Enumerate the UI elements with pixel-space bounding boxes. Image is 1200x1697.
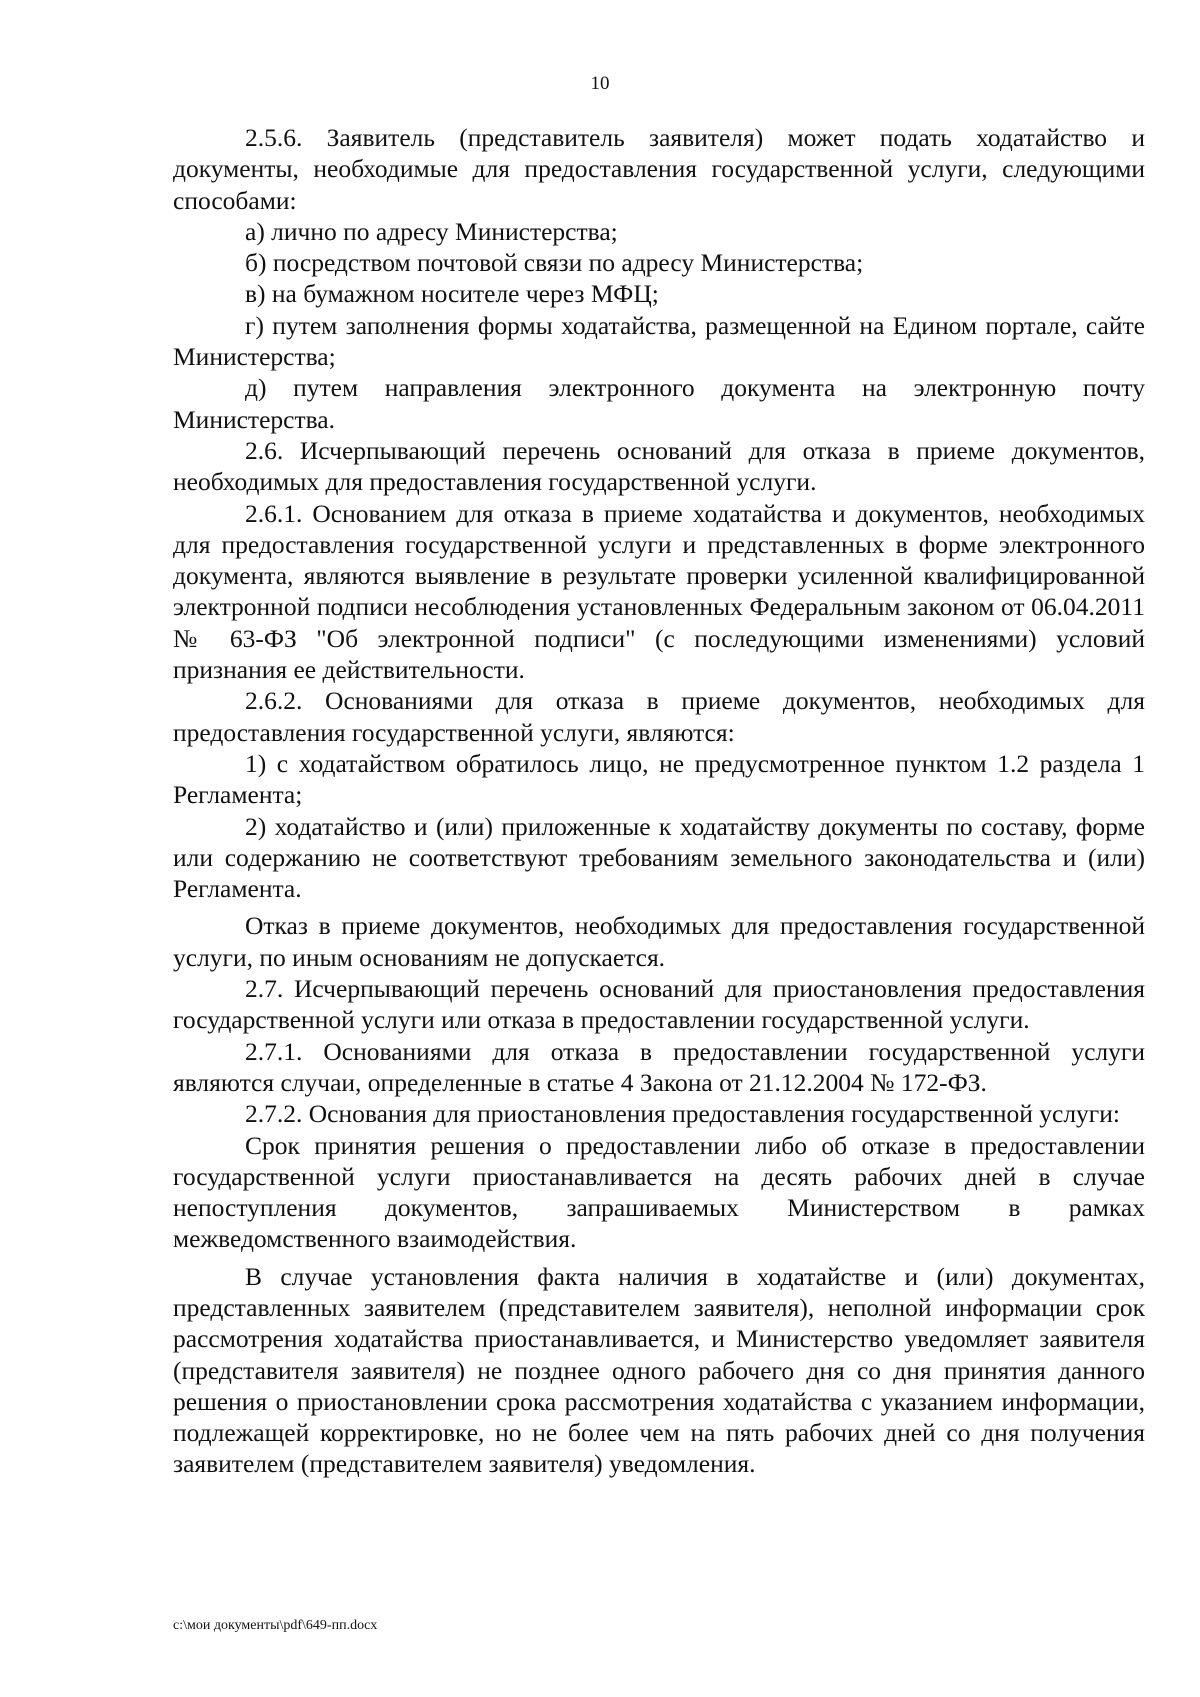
paragraph-2-7-2: 2.7.2. Основания для приостановления предоставления государственной услуги:	[245, 1099, 1120, 1129]
paragraph-2-6-1: 2.6.1. Основанием для отказа в приеме ходатайства и документов, необходимых для предоставления государственной услуги и представленных в форме электронного документа, являются выявление в результате проверки усиленной квалифицированной электронной подписи несоблюдения установленных Федеральным законом от 06.04.2011 № 63-ФЗ "Об электронной подписи" (с последующими изменениями) условий признания ее действительности.	[173, 498, 1145, 685]
list-item-g: г) путем заполнения формы ходатайства, размещенной на Едином портале, сайте Министерства;	[173, 310, 1145, 372]
paragraph-2-7: 2.7. Исчерпывающий перечень оснований для приостановления предоставления государственной услуги или отказа в предоставлении государственной услуги.	[173, 974, 1145, 1035]
footer-file-path: c:\мои документы\pdf\649-пп.docx	[173, 1618, 378, 1633]
list-item-a: а) лично по адресу Министерства;	[245, 216, 618, 246]
list-item-b: б) посредством почтовой связи по адресу Министерства;	[245, 248, 864, 278]
list-item-v: в) на бумажном носителе через МФЦ;	[245, 279, 659, 309]
list-item-d: д) путем направления электронного документа на электронную почту Министерства.	[173, 373, 1145, 434]
paragraph-2-7-1: 2.7.1. Основаниями для отказа в предоставлении государственной услуги являются случаи, определенные в статье 4 Закона от 21.12.2004 № 172-ФЗ.	[173, 1036, 1145, 1097]
paragraph-refusal-note: Отказ в приеме документов, необходимых для предоставления государственной услуги, по иным основаниям не допускается.	[173, 911, 1145, 972]
paragraph-2-6-2: 2.6.2. Основаниями для отказа в приеме документов, необходимых для предоставления государственной услуги, являются:	[173, 686, 1145, 747]
paragraph-incomplete-info: В случае установления факта наличия в ходатайстве и (или) документах, представленных заявителем (представителем заявителя), неполной информации срок рассмотрения ходатайства приостанавливается, и Министерство уведомляет заявителя (представителя заявителя) не позднее одного рабочего дня со дня принятия данного решения о приостановлении срока рассмотрения ходатайства с указанием информации, подлежащей корректировке, но не более чем на пять рабочих дней со дня получения заявителем (представителем заявителя) уведомления.	[173, 1261, 1145, 1479]
document-body	[173, 122, 1145, 1480]
list-item-2: 2) ходатайство и (или) приложенные к ходатайству документы по составу, форме или содержанию не соответствуют требованиям земельного законодательства и (или) Регламента.	[173, 811, 1145, 904]
paragraph-2-6: 2.6. Исчерпывающий перечень оснований для отказа в приеме документов, необходимых для предоставления государственной услуги.	[173, 435, 1145, 497]
paragraph-2-5-6: 2.5.6. Заявитель (представитель заявителя) может подать ходатайство и документы, необходимые для предоставления государственной услуги, следующими способами:	[173, 123, 1145, 215]
list-item-1: 1) с ходатайством обратилось лицо, не предусмотренное пунктом 1.2 раздела 1 Регламента;	[173, 748, 1145, 810]
paragraph-suspension-term: Срок принятия решения о предоставлении либо об отказе в предоставлении государственной услуги приостанавливается на десять рабочих дней в случае непоступления документов, запрашиваемых Министерством в рамках межведомственного взаимодействия.	[173, 1130, 1145, 1254]
page-number: 10	[590, 73, 610, 94]
